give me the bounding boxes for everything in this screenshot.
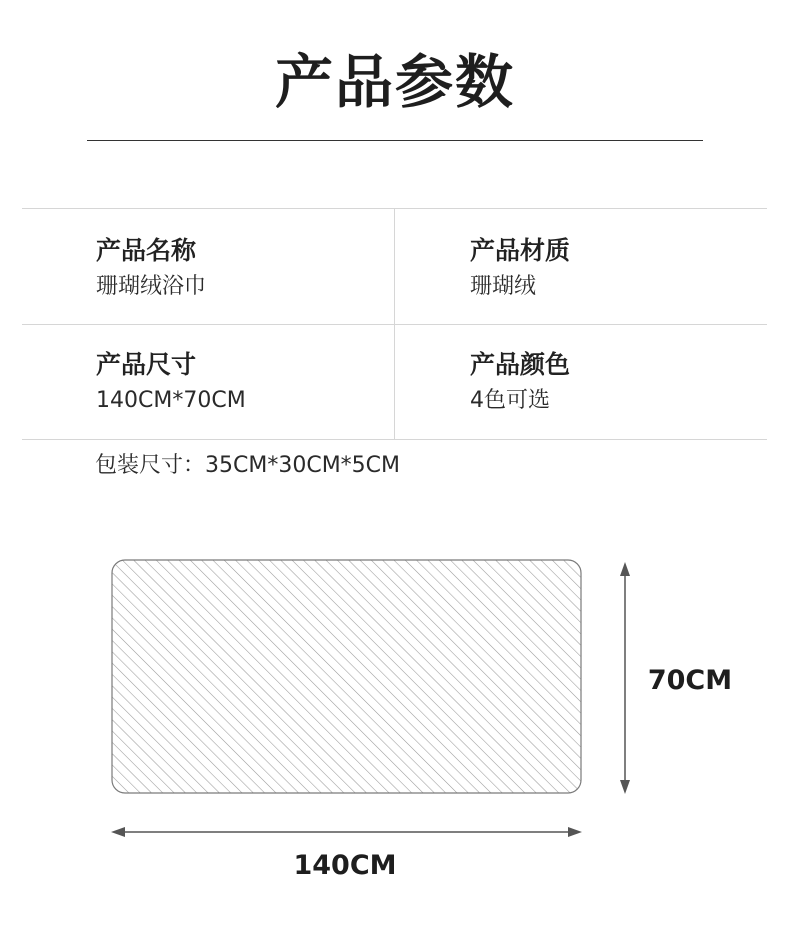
towel-outline (112, 560, 581, 793)
spec-cell-name (96, 234, 436, 302)
spec-cell-material (470, 234, 790, 302)
package-size: 包装尺寸：35CM*30CM*5CM (95, 453, 401, 478)
page-title: 产品参数 (274, 48, 515, 116)
spec-cell-color (470, 348, 790, 416)
spec-value: 珊瑚绒 (470, 274, 537, 299)
towel-dimension-diagram (0, 540, 790, 900)
spec-cell-size (96, 348, 436, 416)
arrow-right-icon (568, 827, 582, 837)
spec-label: 产品尺寸 (96, 350, 197, 379)
spec-label: 产品颜色 (470, 350, 571, 379)
spec-label: 产品名称 (96, 236, 197, 265)
title-divider (87, 140, 703, 141)
arrow-up-icon (620, 562, 630, 576)
spec-value: 珊瑚绒浴巾 (96, 274, 207, 299)
height-label: 70CM (647, 665, 733, 696)
spec-value: 4色可选 (470, 388, 550, 413)
spec-table (22, 208, 767, 440)
spec-value: 140CM*70CM (96, 388, 246, 413)
arrow-down-icon (620, 780, 630, 794)
spec-label: 产品材质 (470, 236, 571, 265)
width-label: 140CM (293, 850, 397, 881)
arrow-left-icon (111, 827, 125, 837)
